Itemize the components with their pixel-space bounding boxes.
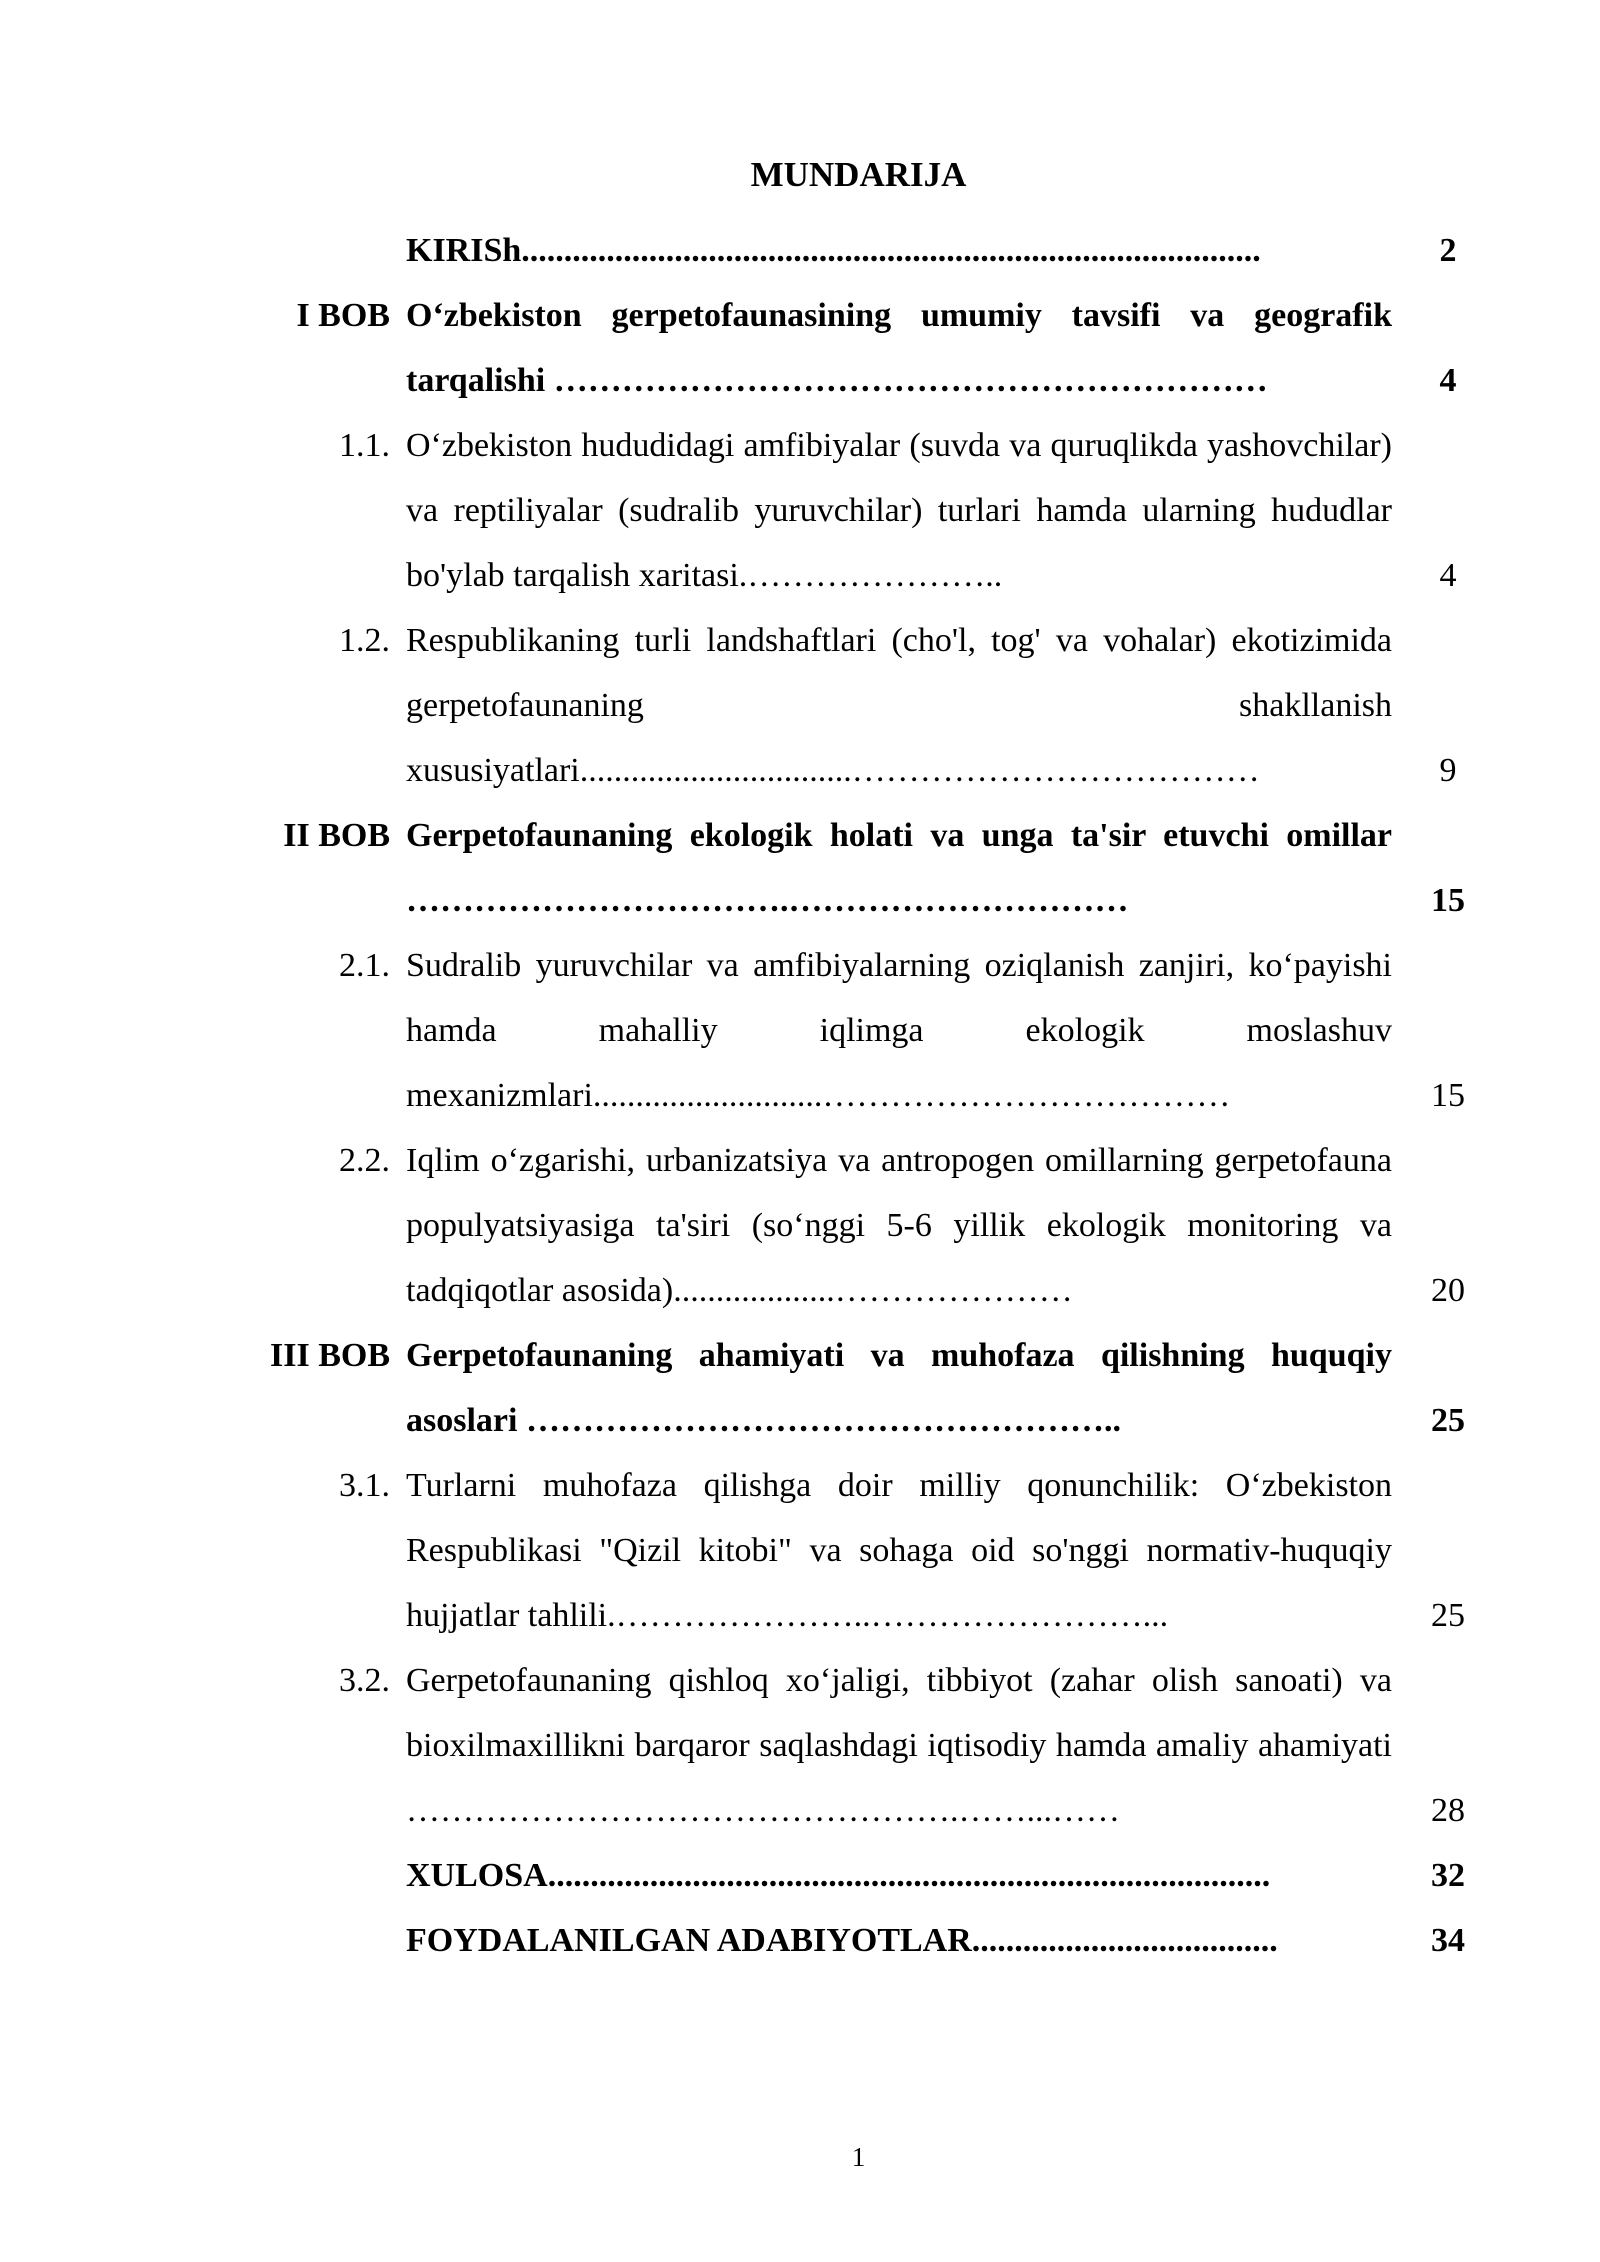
- toc-entry-text: Respublikaning turli landshaftlari (cho'l, tog' va vohalar) ekotizimida gerpetofaunaning shakllanish xususiyatlari................................………………………………: [406, 622, 1392, 789]
- toc-entry-page: 28: [1431, 1792, 1465, 1829]
- toc-entry-label: I BOB: [296, 297, 390, 334]
- toc-entry-page: 32: [1431, 1857, 1465, 1894]
- toc-entry-page: 25: [1431, 1597, 1465, 1634]
- toc-entry: [230, 608, 1490, 803]
- toc-entry: [230, 283, 1490, 413]
- toc-entry-label: 2.2.: [339, 1142, 390, 1179]
- toc-entry-text: O‘zbekiston hududidagi amfibiyalar (suvda va quruqlikda yashovchilar) va reptiliyalar (sudralib yuruvchilar) turlari hamda ularning hududlar bo'ylab tarqalish xaritasi.…………………..: [406, 427, 1392, 594]
- toc-entry-page: 2: [1439, 232, 1457, 269]
- toc-entry-label: 1.2.: [339, 622, 390, 659]
- toc-entry-text: XULOSA.....................................................................................: [406, 1857, 1271, 1894]
- toc-entry-text: FOYDALANILGAN ADABIYOTLAR....................................: [406, 1922, 1278, 1959]
- toc-entry-page: 25: [1431, 1402, 1465, 1439]
- toc-entry-label: 3.2.: [339, 1662, 390, 1699]
- toc-entry-text: Gerpetofaunaning ahamiyati va muhofaza qilishning huquqiy asoslari ……………………………………………..: [406, 1337, 1392, 1439]
- toc-entry-page: 4: [1439, 557, 1457, 594]
- toc-entry-label: 1.1.: [339, 427, 390, 464]
- toc-entry-text: O‘zbekiston gerpetofaunasining umumiy tavsifi va geografik tarqalishi ………………………………………………………: [406, 297, 1392, 399]
- page-number: 1: [851, 2142, 866, 2172]
- toc-entry-page: 15: [1431, 882, 1465, 919]
- toc-entry: [230, 1453, 1490, 1648]
- toc-entry-page: 4: [1439, 362, 1457, 399]
- toc-entry-label: II BOB: [283, 817, 390, 854]
- toc-entry: [230, 218, 1490, 283]
- toc-entry-page: 9: [1439, 752, 1457, 789]
- toc-entry-label: III BOB: [270, 1337, 390, 1374]
- toc-entry: [230, 803, 1490, 933]
- toc-entry-page: 15: [1431, 1077, 1465, 1114]
- toc-entry: [230, 413, 1490, 608]
- toc-entry-text: Gerpetofaunaning ekologik holati va unga ta'sir etuvchi omillar …………………………….…………………………: [406, 817, 1392, 919]
- toc-entry-text: Sudralib yuruvchilar va amfibiyalarning oziqlanish zanjiri, ko‘payishi hamda mahalliy iqlimga ekologik moslashuv mexanizmlari...........................………………………………: [406, 947, 1392, 1114]
- toc-entry: [230, 933, 1490, 1128]
- toc-entry: [230, 1843, 1490, 1908]
- toc-title: MUNDARIJA: [750, 155, 967, 194]
- toc-entry-label: 3.1.: [339, 1467, 390, 1504]
- toc-entry: [230, 1908, 1490, 1973]
- toc-entry: [230, 1128, 1490, 1323]
- table-of-contents: [230, 218, 1490, 1973]
- toc-entry-page: 34: [1431, 1922, 1465, 1959]
- toc-entry: [230, 1648, 1490, 1843]
- toc-entry-text: Gerpetofaunaning qishloq xo‘jaligi, tibbiyot (zahar olish sanoati) va bioxilmaxillikni barqaror saqlashdagi iqtisodiy hamda amaliy ahamiyati ………………………………………….……...……: [406, 1662, 1392, 1829]
- toc-entry-text: Iqlim o‘zgarishi, urbanizatsiya va antropogen omillarning gerpetofauna populyatsiyasiga ta'siri (so‘nggi 5-6 yillik ekologik monitoring va tadqiqotlar asosida)...................…………………: [406, 1142, 1392, 1309]
- toc-entry-page: 20: [1431, 1272, 1465, 1309]
- toc-entry-text: Turlarni muhofaza qilishga doir milliy qonunchilik: O‘zbekiston Respublikasi "Qizil kitobi" va sohaga oid so'nggi normativ-huquqiy hujjatlar tahlili.…………………..……………………...: [406, 1467, 1392, 1634]
- toc-entry-label: 2.1.: [339, 947, 390, 984]
- toc-entry-text: KIRISh.......................................................................................: [406, 232, 1261, 269]
- toc-entry: [230, 1323, 1490, 1453]
